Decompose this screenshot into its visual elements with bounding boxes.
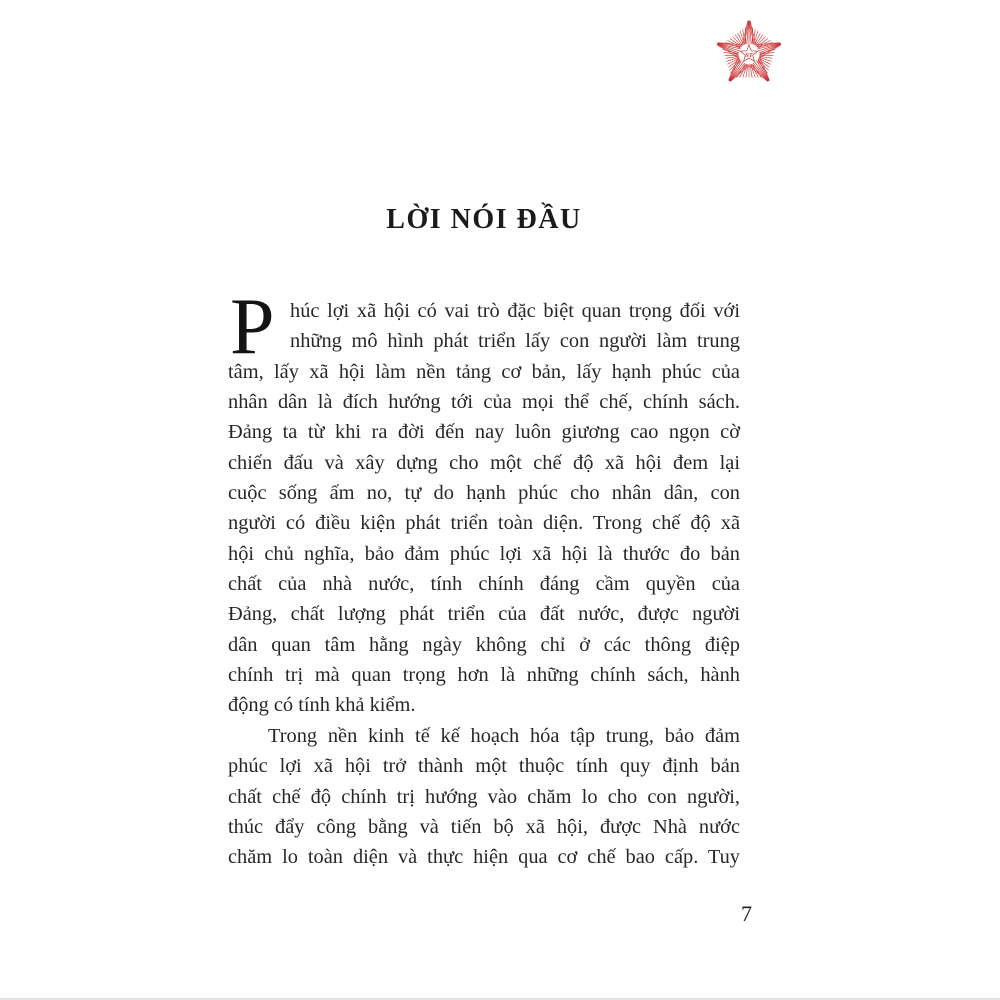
text-line: thúc đẩy công bằng và tiến bộ xã hội, được Nhà nước <box>228 815 740 838</box>
text-line: nhân dân là đích hướng tới của mọi thể chế, chính sách. <box>228 391 740 414</box>
page-title: LỜI NÓI ĐẦU <box>386 204 582 235</box>
text-line: Đảng, chất lượng phát triển của đất nước, được người <box>228 603 740 626</box>
text-line: phúc lợi xã hội trở thành một thuộc tính quy định bản <box>228 755 740 778</box>
text-line: những mô hình phát triển lấy con người làm trung <box>290 330 740 353</box>
text-line: chất của nhà nước, tính chính đáng cầm quyền của <box>228 573 740 596</box>
text-line: động có tính khả kiểm. <box>228 694 416 717</box>
logo-monogram: ST <box>745 52 753 60</box>
page-number: 7 <box>741 901 752 926</box>
text-line: cuộc sống ấm no, tự do hạnh phúc cho nhân dân, con <box>228 482 740 505</box>
text-line: chiến đấu và xây dựng cho một chế độ xã hội đem lại <box>228 451 740 474</box>
text-line: Đảng ta từ khi ra đời đến nay luôn giương cao ngọn cờ <box>228 421 740 444</box>
text-line: chăm lo toàn diện và thực hiện qua cơ chế bao cấp. Tuy <box>228 846 740 869</box>
publisher-star-logo-icon <box>711 17 787 91</box>
text-line: Trong nền kinh tế kế hoạch hóa tập trung, bảo đảm <box>268 724 740 747</box>
text-line: chất chế độ chính trị hướng vào chăm lo cho con người, <box>228 785 740 808</box>
text-line: tâm, lấy xã hội làm nền tảng cơ bản, lấy hạnh phúc của <box>228 360 740 383</box>
text-line: dân quan tâm hằng ngày không chỉ ở các thông điệp <box>228 633 740 656</box>
text-line: người có điều kiện phát triển toàn diện. Trong chế độ xã <box>228 512 740 535</box>
body-text <box>228 283 740 873</box>
text-line: hội chủ nghĩa, bảo đảm phúc lợi xã hội là thước đo bản <box>228 542 740 565</box>
drop-cap: P <box>230 283 275 371</box>
text-line: chính trị mà quan trọng hơn là những chính sách, hành <box>228 664 740 687</box>
text-line: húc lợi xã hội có vai trò đặc biệt quan trọng đối với <box>290 300 740 322</box>
